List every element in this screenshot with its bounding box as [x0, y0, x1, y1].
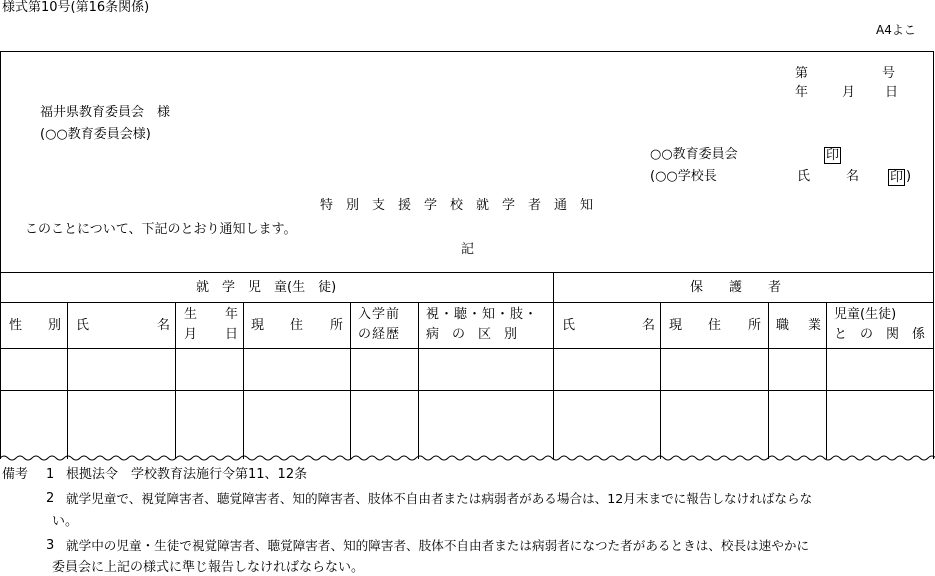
sender-close-paren: ) — [906, 169, 912, 184]
body-text: このことについて、下記のとおり通知します。 — [25, 222, 297, 237]
sender-school: (○○学校長 — [650, 169, 717, 184]
note-2-text-cont: い。 — [52, 514, 79, 529]
col-birth-2a: 月 — [184, 327, 198, 342]
col-guardian-addr-c: 所 — [748, 318, 762, 333]
sender-shi: 氏 — [797, 169, 811, 184]
col-birth-2b: 日 — [225, 327, 239, 342]
col-relation-1: 児童(生徒) — [834, 307, 897, 322]
seal-mark-2: 印 — [890, 170, 904, 185]
col-disability-2: 病 の 区 別 — [426, 327, 518, 342]
col-job-a: 職 — [776, 318, 790, 333]
table-top-line — [0, 272, 934, 273]
date-month: 月 — [842, 85, 856, 100]
col-guardian-name-b: 名 — [642, 318, 656, 333]
col-sex-a: 性 — [9, 318, 23, 333]
seal-mark-1: 印 — [826, 148, 840, 163]
recipient-line1: 福井県教育委員会 様 — [40, 105, 171, 120]
note-1-number: 1 — [46, 467, 55, 482]
col-guardian-addr-b: 住 — [708, 318, 722, 333]
note-1-text: 根拠法令 学校教育法施行令第11、12条 — [66, 467, 308, 482]
col-addr-a: 現 — [251, 318, 265, 333]
table-header-line — [0, 348, 934, 349]
note-3-text-cont: 委員会に上記の様式に準じ報告しなければならない。 — [52, 560, 365, 575]
col-birth-1a: 生 — [184, 307, 198, 322]
group-header-guardian: 保 護 者 — [690, 280, 782, 295]
col-guardian-addr-a: 現 — [669, 318, 683, 333]
col-name-b: 名 — [157, 318, 171, 333]
col-prior-1: 入学前 — [358, 307, 401, 322]
document-title: 特 別 支 援 学 校 就 学 者 通 知 — [320, 198, 594, 213]
note-3-text: 就学中の児童・生徒で視覚障害者、聴覚障害者、知的障害者、肢体不自由者または病弱者になつた者があるときは、校長は速やかに — [66, 538, 810, 553]
recipient-line2: (○○教育委員会様) — [40, 127, 151, 142]
col-line — [243, 302, 244, 459]
col-guardian-name-a: 氏 — [562, 318, 576, 333]
col-line — [768, 302, 769, 459]
sender-board: ○○教育委員会 — [650, 147, 738, 162]
sender-mei: 名 — [846, 169, 860, 184]
group-header-student: 就 学 児 童(生 徒) — [196, 280, 337, 295]
date-year: 年 — [795, 85, 809, 100]
col-line — [660, 302, 661, 459]
col-addr-b: 住 — [290, 318, 304, 333]
col-line — [350, 302, 351, 459]
col-birth-1b: 年 — [225, 307, 239, 322]
note-2-number: 2 — [46, 491, 55, 506]
col-addr-c: 所 — [330, 318, 344, 333]
table-group-divider — [553, 272, 554, 459]
cut-wave-line — [0, 452, 935, 464]
col-line — [67, 302, 68, 459]
note-3-number: 3 — [46, 538, 55, 553]
col-line — [175, 302, 176, 459]
form-number-label: 様式第10号(第16条関係) — [2, 0, 150, 15]
date-day: 日 — [885, 85, 899, 100]
col-name-a: 氏 — [76, 318, 90, 333]
table-group-line — [0, 302, 934, 303]
col-disability-1: 視・聴・知・肢・ — [426, 307, 539, 322]
col-prior-2: の経歴 — [358, 327, 401, 342]
col-line — [418, 302, 419, 459]
col-job-b: 業 — [808, 318, 822, 333]
ki-mark: 記 — [461, 242, 475, 257]
note-2-text: 就学児童で、視覚障害者、聴覚障害者、知的障害者、肢体不自由者または病弱者がある場合は、12月末までに報告しなければならな — [66, 491, 813, 506]
col-line — [826, 302, 827, 459]
notes-head: 備考 — [2, 467, 29, 482]
col-relation-2: と の 関 係 — [834, 327, 926, 342]
col-sex-b: 別 — [48, 318, 62, 333]
number-go: 号 — [882, 66, 896, 81]
number-dai: 第 — [795, 66, 809, 81]
table-row-line — [0, 390, 934, 391]
paper-size-label: A4よこ — [876, 23, 916, 37]
